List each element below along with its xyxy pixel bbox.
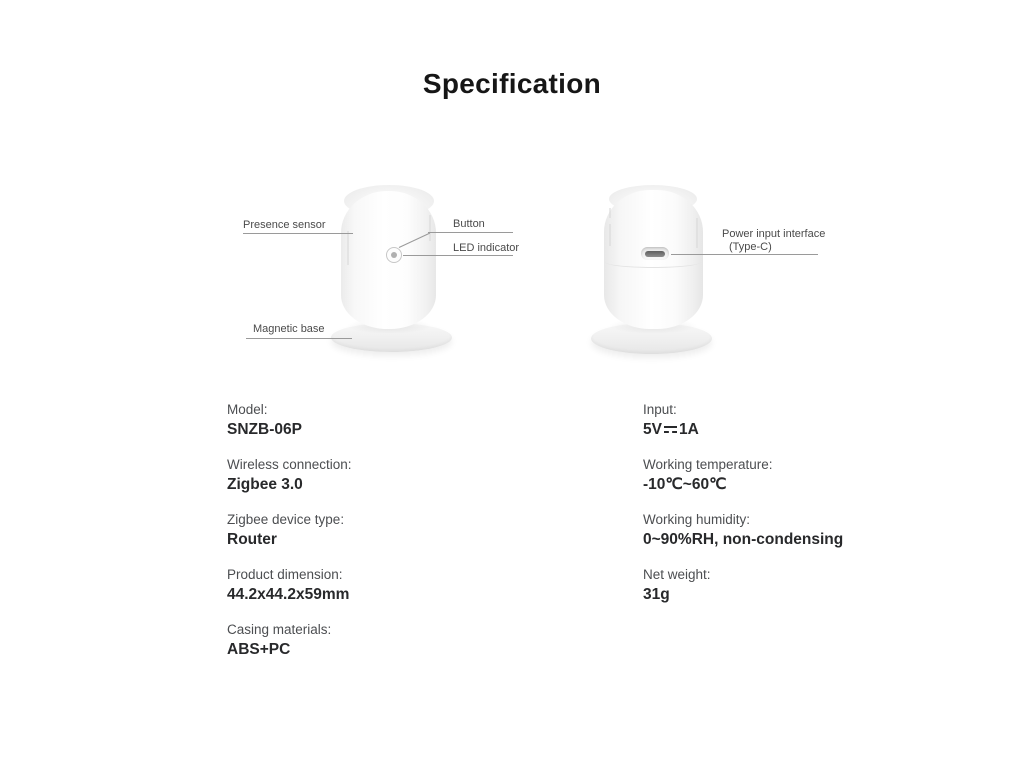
- spec-value: 31g: [643, 586, 670, 603]
- spec-label: Net weight:: [643, 567, 711, 582]
- spec-product-dimension: [227, 566, 507, 605]
- spec-value: SNZB-06P: [227, 421, 302, 438]
- spec-zigbee-device-type: [227, 511, 507, 550]
- page-title: Specification: [422, 68, 602, 99]
- spec-value: ABS+PC: [227, 641, 291, 658]
- spec-label: Product dimension:: [227, 567, 343, 582]
- callout-line-button: [428, 232, 513, 233]
- spec-label: Zigbee device type:: [227, 512, 345, 527]
- usb-c-port-icon: [641, 247, 669, 260]
- spec-input: [643, 401, 943, 440]
- spec-value: Router: [227, 531, 277, 548]
- spec-net-weight: [643, 566, 943, 605]
- callout-led-indicator: LED indicator: [453, 242, 520, 254]
- spec-value: 0~90%RH, non-condensing: [643, 531, 844, 548]
- input-voltage: 5V: [643, 421, 662, 438]
- spec-wireless-connection: [227, 456, 507, 495]
- spec-label: Model:: [227, 402, 268, 417]
- direct-current-symbol-icon: [663, 424, 678, 435]
- spec-label: Working humidity:: [643, 512, 751, 527]
- spec-working-temperature: [643, 456, 943, 495]
- callout-line-led-indicator: [403, 255, 513, 256]
- spec-label: Wireless connection:: [227, 457, 352, 472]
- callout-line-magnetic-base: [246, 338, 352, 339]
- spec-model: [227, 401, 507, 440]
- spec-label: Working temperature:: [643, 457, 773, 472]
- callout-magnetic-base: Magnetic base: [253, 323, 325, 335]
- spec-value: 44.2x44.2x59mm: [227, 586, 350, 603]
- input-current: 1A: [678, 421, 699, 438]
- spec-casing-materials: [227, 621, 507, 660]
- spec-column-left: [227, 401, 507, 676]
- spec-value: Zigbee 3.0: [227, 476, 303, 493]
- button-led-icon: [386, 247, 402, 263]
- callout-power-input-line1: Power input interface: [722, 228, 826, 240]
- usb-c-port-pin: [645, 251, 665, 257]
- spec-value: [643, 420, 943, 440]
- spec-label: Input:: [643, 402, 677, 417]
- callout-power-input-line2: (Type-C): [729, 241, 772, 253]
- spec-value: -10℃~60℃: [643, 476, 727, 493]
- callout-button: Button: [453, 218, 485, 230]
- callout-presence-sensor: Presence sensor: [243, 219, 326, 231]
- led-dot-icon: [391, 252, 397, 258]
- callout-line-power-input: [671, 254, 818, 255]
- callout-line-presence-sensor: [243, 233, 353, 234]
- spec-label: Casing materials:: [227, 622, 332, 637]
- spec-column-right: [643, 401, 943, 621]
- spec-working-humidity: [643, 511, 943, 550]
